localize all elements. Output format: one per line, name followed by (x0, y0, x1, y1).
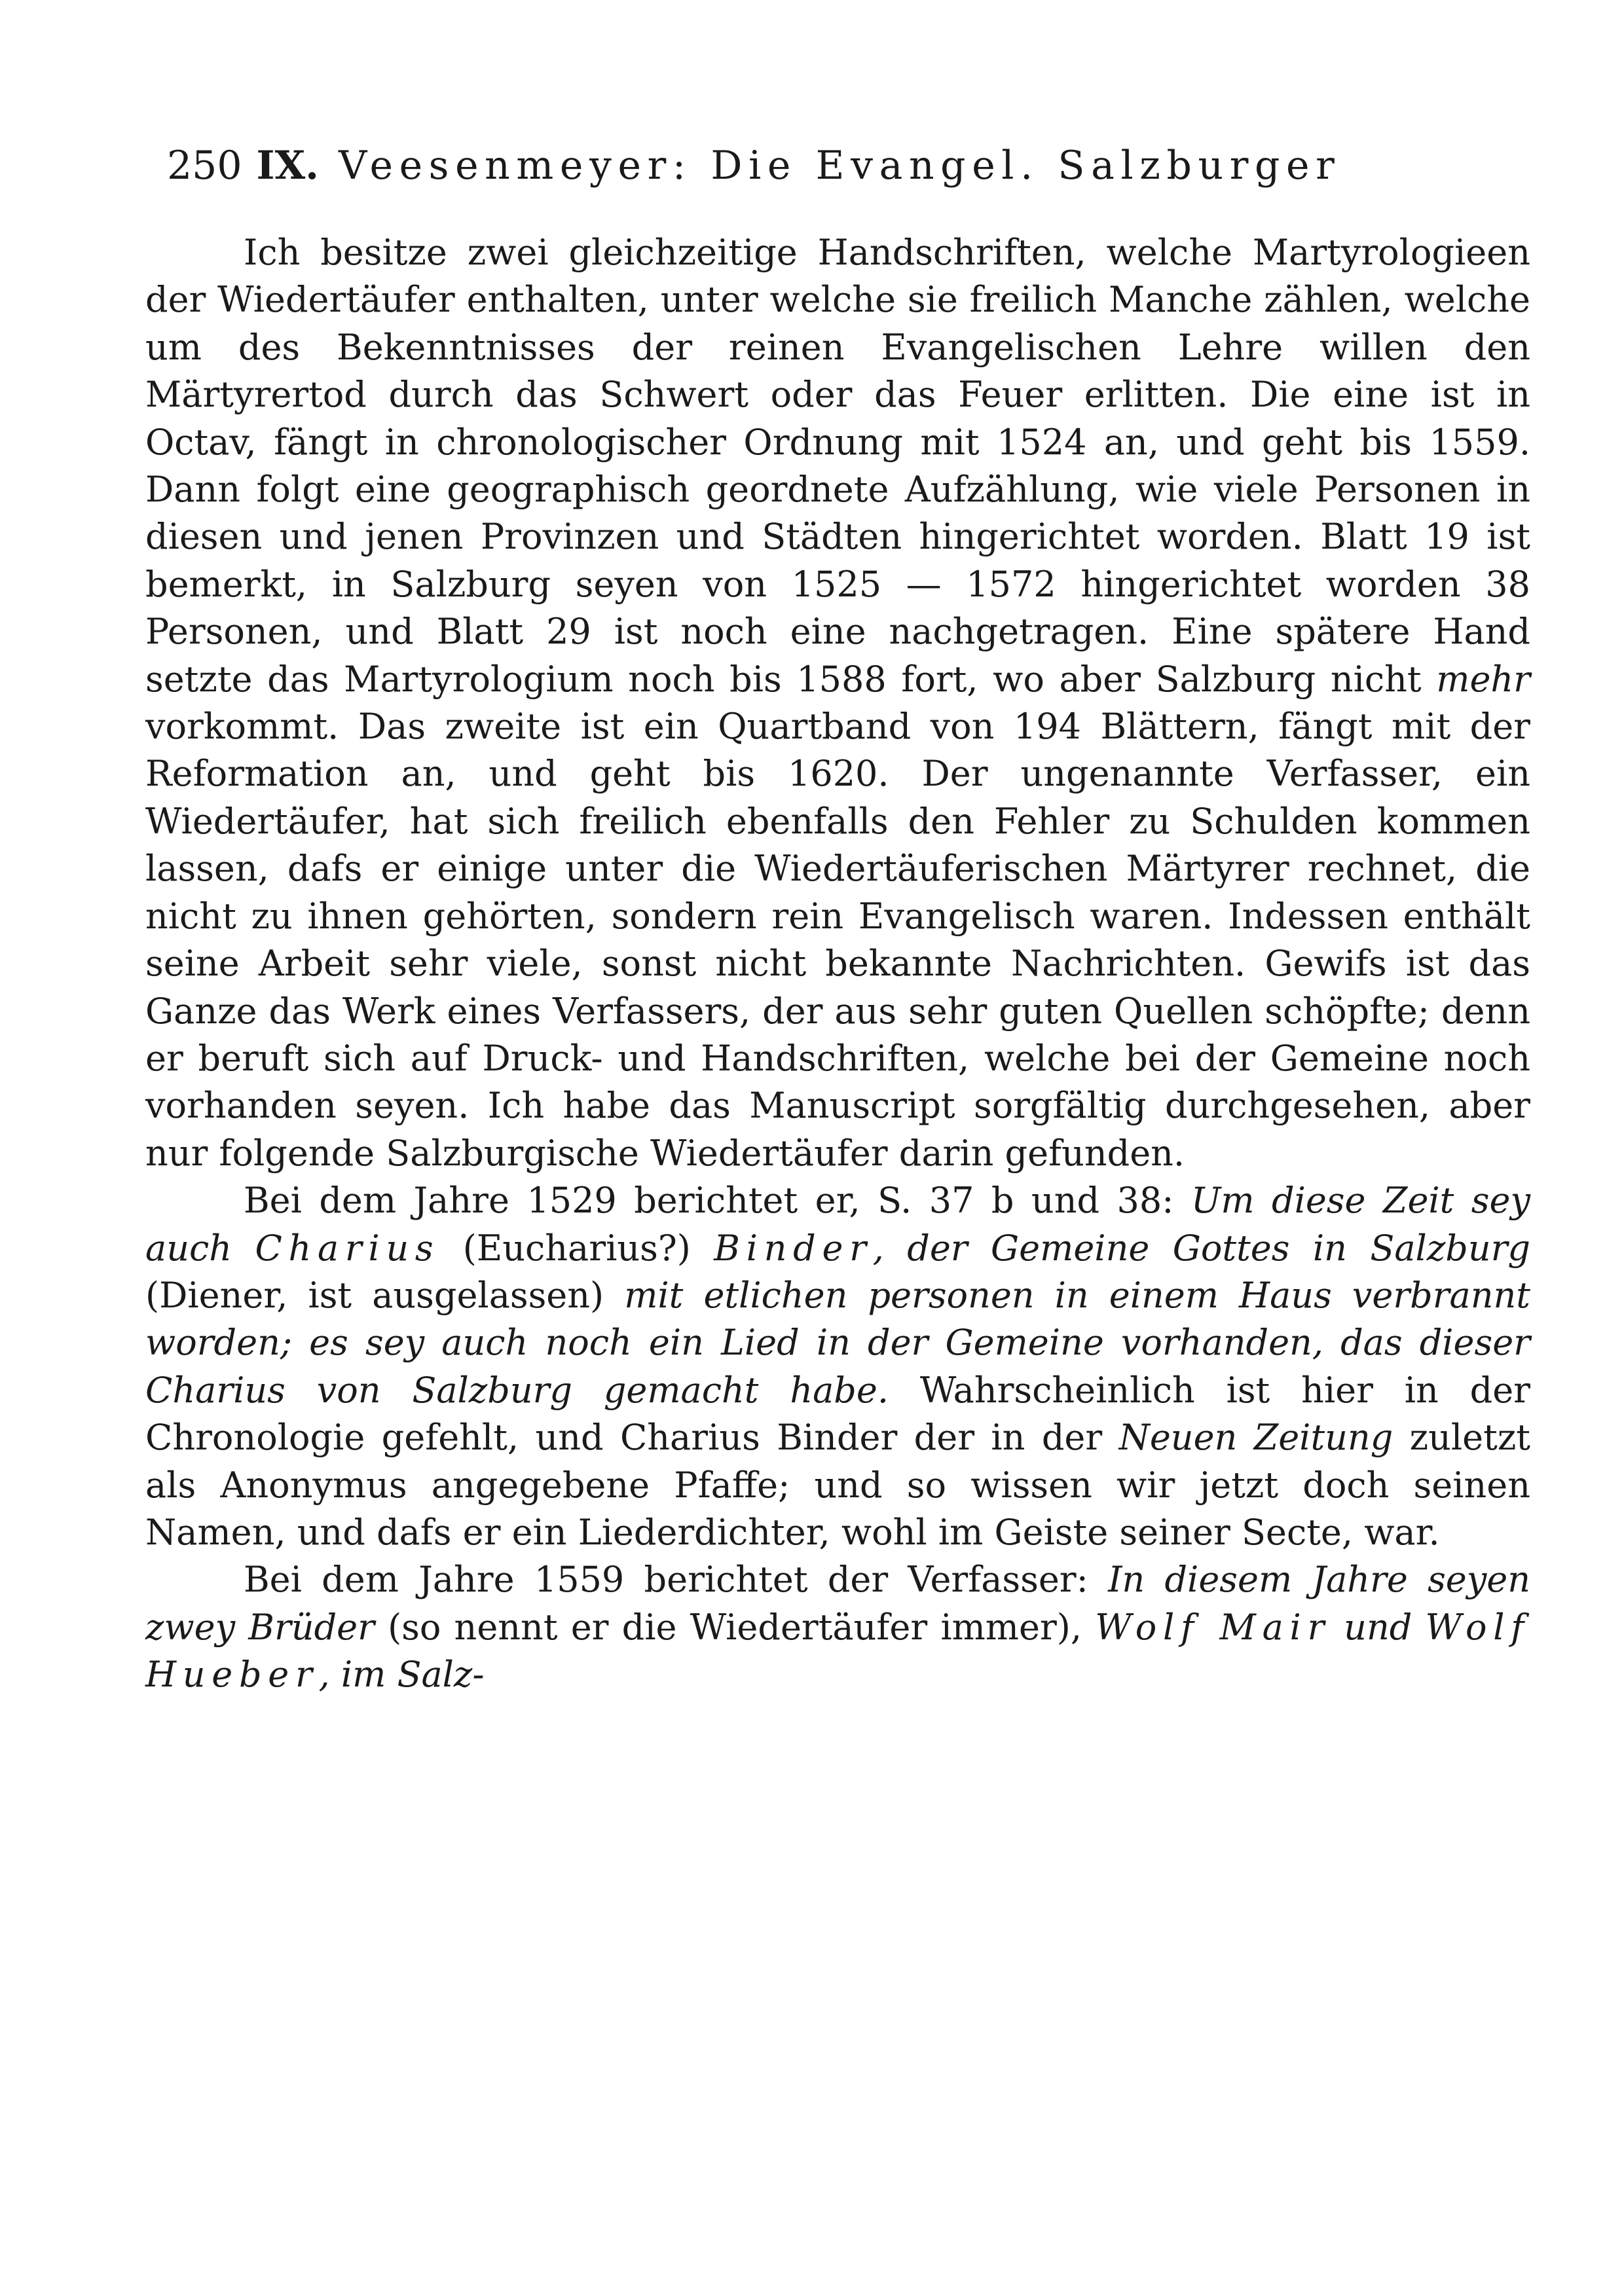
text-run: Bei dem Jahre 1529 berichtet er, S. 37 b und 38: (244, 1180, 1191, 1222)
text-run: (so nennt er die Wiedertäufer immer), (374, 1606, 1096, 1648)
italic-run: mit etlichen personen in einem Haus verbrannt worden; es sey auch noch ein Lied in der Gemeine vorhanden, das dieser Charius von Salzburg gemacht habe. (145, 1274, 1530, 1411)
italic-run: , im Salz- (318, 1654, 485, 1696)
text-run: Wahrscheinlich ist hier in der Chronologie gefehlt, und Charius Binder der in der (145, 1369, 1530, 1459)
spaced-name: Wolf Hueber (145, 1606, 1530, 1696)
paragraph (145, 1177, 1530, 1556)
italic-run: Um diese Zeit sey auch (145, 1180, 1530, 1269)
spaced-name: Binder (714, 1227, 873, 1269)
italic-run: Neuen Zeitung (1118, 1417, 1393, 1459)
text-run: (Diener, ist ausgelassen) (145, 1274, 625, 1316)
page-number: 250 (167, 143, 242, 189)
text-run: zuletzt als Anonymus angegebene Pfaffe; und so wissen wir jetzt doch seinen Namen, und dafs er ein Liederdichter, wohl im Geiste seiner Secte, war. (145, 1417, 1530, 1553)
text-run: vorkommt. Das zweite ist ein Quartband von 194 Blättern, fängt mit der Reformation an, und geht bis 1620. Der ungenannte Verfasser, ein Wiedertäufer, hat sich freilich ebenfalls den Fehler zu Schulden kommen lassen, dafs er einige unter die Wiedertäuferischen Märtyrer rechnet, die nicht zu ihnen gehörten, sondern rein Evangelisch waren. Indessen enthält seine Arbeit sehr viele, sonst nicht bekannte Nachrichten. Gewifs ist das Ganze das Werk eines Verfassers, der aus sehr guten Quellen schöpfte; denn er beruft sich auf Druck- und Handschriften, welche bei der Gemeine noch vorhanden seyen. Ich habe das Manuscript sorgfältig durchgesehen, aber nur folgende Salzburgische Wiedertäufer darin gefunden. (145, 706, 1530, 1174)
italic-run: In diesem Jahre seyen zwey Brüder (145, 1559, 1530, 1648)
body-text (145, 229, 1530, 1699)
italic-run: , der Gemeine Gottes in Salzburg (872, 1227, 1530, 1269)
paragraph (145, 1556, 1530, 1698)
running-title-text: Veesenmeyer: Die Evangel. Salzburger (339, 143, 1341, 189)
running-title (339, 143, 1536, 189)
chapter-number: IX. (256, 143, 320, 189)
spaced-name: Charius (255, 1227, 440, 1269)
running-header (167, 143, 1536, 189)
text-run: Ich besitze zwei gleichzeitige Handschriften, welche Martyrologieen der Wiedertäufer enthalten, unter welche sie freilich Manche zählen, welche um des Bekenntnisses der reinen Evangelischen Lehre willen den Märtyrertod durch das Schwert oder das Feuer erlitten. Die eine ist in Octav, fängt in chronologischer Ordnung mit 1524 an, und geht bis 1559. Dann folgt eine geographisch geordnete Aufzählung, wie viele Personen in diesen und jenen Provinzen und Städten hingerichtet worden. Blatt 19 ist bemerkt, in Salzburg seyen von 1525 — 1572 hingerichtet worden 38 Personen, und Blatt 29 ist noch eine nachgetragen. Eine spätere Hand setzte das Martyrologium noch bis 1588 fort, wo aber Salzburg nicht (145, 232, 1530, 700)
italic-run: und (1331, 1606, 1426, 1648)
text-run: (Eucharius?) (439, 1227, 714, 1269)
text-run: Bei dem Jahre 1559 berichtet der Verfasser: (244, 1559, 1109, 1601)
italic-run: mehr (1436, 658, 1530, 700)
spaced-name: Wolf Mair (1095, 1606, 1331, 1648)
paragraph (145, 229, 1530, 1177)
